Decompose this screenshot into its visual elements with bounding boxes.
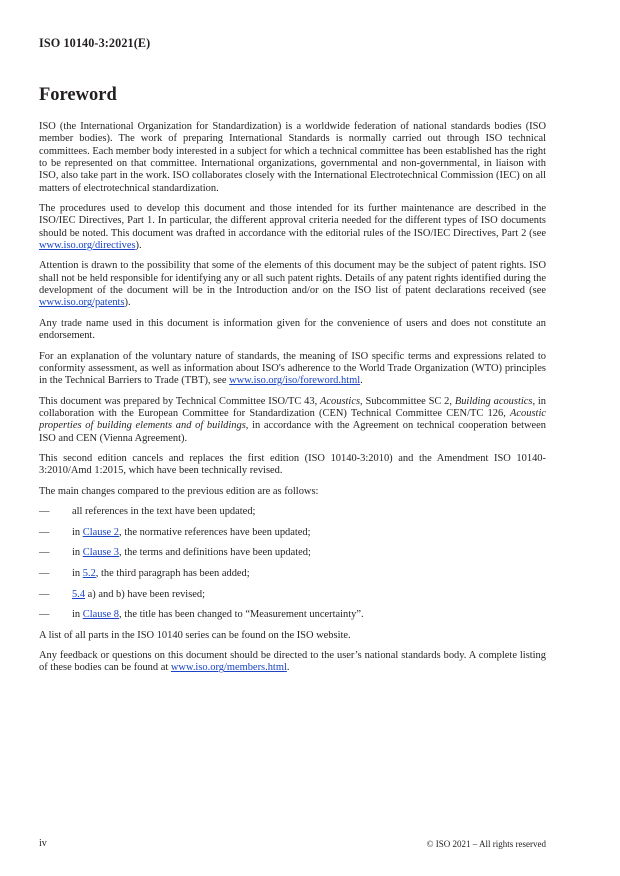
text: Attention is drawn to the possibility that some of the elements of this document may be the subject of patent rights. ISO shall not be held responsible for identifying any or all such patent rights. Details of any patent rights identified during the development of the document will be in the Introduction and/or on the ISO list of patent declarations received (see (39, 260, 546, 297)
section-5-2-link[interactable]: 5.2 (82, 567, 96, 579)
foreword-body (39, 121, 546, 683)
text: in (72, 609, 83, 621)
text: Any feedback or questions on this document should be directed to the user’s national standards body. A complete listing of these bodies can be found at (39, 650, 546, 674)
paragraph-voluntary-nature (39, 351, 546, 388)
text: This document was prepared by Technical Committee ISO/TC 43, (39, 395, 321, 407)
directives-link[interactable]: www.iso.org/directives (39, 240, 136, 252)
dash-bullet-icon: — (39, 505, 50, 517)
clause-2-link[interactable]: Clause 2 (82, 526, 119, 538)
paragraph-feedback (39, 650, 546, 675)
paragraph-procedures (39, 203, 546, 252)
text: , in accordance with the Agreement on technical cooperation between ISO and CEN (Vienna Agreement). (39, 420, 547, 444)
text: For an explanation of the voluntary nature of standards, the meaning of ISO specific terms and expressions related to conformity assessment, as well as information about ISO's adherence to the World Trade Organization (WTO) principles in the Technical Barriers to Trade (TBT), see (39, 350, 546, 387)
paragraph-prepared-by (39, 396, 546, 445)
text: ). (135, 240, 142, 252)
list-item (39, 609, 546, 621)
paragraph-main-changes: The main changes compared to the previous edition are as follows: (39, 485, 319, 497)
document-identifier: ISO 10140-3:2021(E) (39, 36, 151, 50)
changes-list (39, 506, 546, 622)
section-5-4-link[interactable]: 5.4 (72, 588, 86, 600)
committee-title: Acoustics (320, 395, 361, 407)
text: in (72, 567, 83, 579)
foreword-link[interactable]: www.iso.org/iso/foreword.html (229, 375, 361, 387)
dash-bullet-icon: — (39, 588, 50, 600)
text: ). (124, 297, 131, 309)
text: in (72, 526, 83, 538)
paragraph-edition: This second edition cancels and replaces the first edition (ISO 10140-3:2010) and the Amendment ISO 10140-3:2010/Amd 1:2015, which have been technically revised. (39, 452, 546, 477)
subcommittee-title: Building acoustics (454, 395, 533, 407)
clause-8-link[interactable]: Clause 8 (82, 609, 119, 621)
text: a) and b) have been revised; (85, 588, 206, 600)
list-item (39, 589, 546, 601)
clause-3-link[interactable]: Clause 3 (82, 547, 119, 559)
text: , the terms and definitions have been updated; (118, 547, 311, 559)
list-item (39, 547, 546, 559)
text: , the normative references have been updated; (118, 526, 311, 538)
copyright-notice: © ISO 2021 – All rights reserved (426, 839, 546, 849)
text: The procedures used to develop this document and those intended for its further maintenance are described in the ISO/IEC Directives, Part 1. In particular, the different approval criteria needed for the different types of ISO documents should be noted. This document was drafted in accordance with the editorial rules of the ISO/IEC Directives, Part 2 (see (39, 203, 546, 239)
text: , the third paragraph has been added; (95, 567, 250, 579)
text: , Subcommittee SC 2, (360, 395, 455, 407)
text: . (286, 662, 290, 674)
text: , in collaboration with the European Committee for Standardization (CEN) Technical Committee CEN/TC 126, (39, 395, 547, 419)
page-number: iv (39, 838, 47, 849)
patents-link[interactable]: www.iso.org/patents (39, 297, 125, 309)
text: in (72, 547, 83, 559)
cen-committee-title: Acoustic properties of building elements and of buildings (39, 407, 546, 432)
dash-bullet-icon: — (39, 609, 50, 621)
text: all references in the text have been updated; (72, 505, 256, 517)
paragraph-iso-intro: ISO (the International Organization for Standardization) is a worldwide federation of national standards bodies (ISO member bodies). The work of preparing International Standards is normally carried out through ISO technical committees. Each member body interested in a subject for which a technical committee has been established has the right to be represented on that committee. International organizations, governmental and non-governmental, in liaison with ISO, also take part in the work. ISO collaborates closely with the International Electrotechnical Commission (IEC) on all matters of electrotechnical standardization. (39, 121, 546, 194)
list-item (39, 527, 546, 539)
dash-bullet-icon: — (39, 547, 50, 559)
paragraph-trade-name: Any trade name used in this document is information given for the convenience of users and does not constitute an endorsement. (39, 317, 546, 342)
dash-bullet-icon: — (39, 567, 50, 579)
section-title: Foreword (39, 85, 117, 105)
list-item (39, 506, 546, 518)
members-link[interactable]: www.iso.org/members.html (170, 662, 287, 674)
text: . (360, 375, 363, 387)
text: , the title has been changed to “Measurement uncertainty”. (118, 609, 364, 621)
paragraph-patents (39, 260, 546, 309)
dash-bullet-icon: — (39, 526, 50, 538)
list-item (39, 568, 546, 580)
paragraph-series-list: A list of all parts in the ISO 10140 series can be found on the ISO website. (39, 629, 351, 641)
